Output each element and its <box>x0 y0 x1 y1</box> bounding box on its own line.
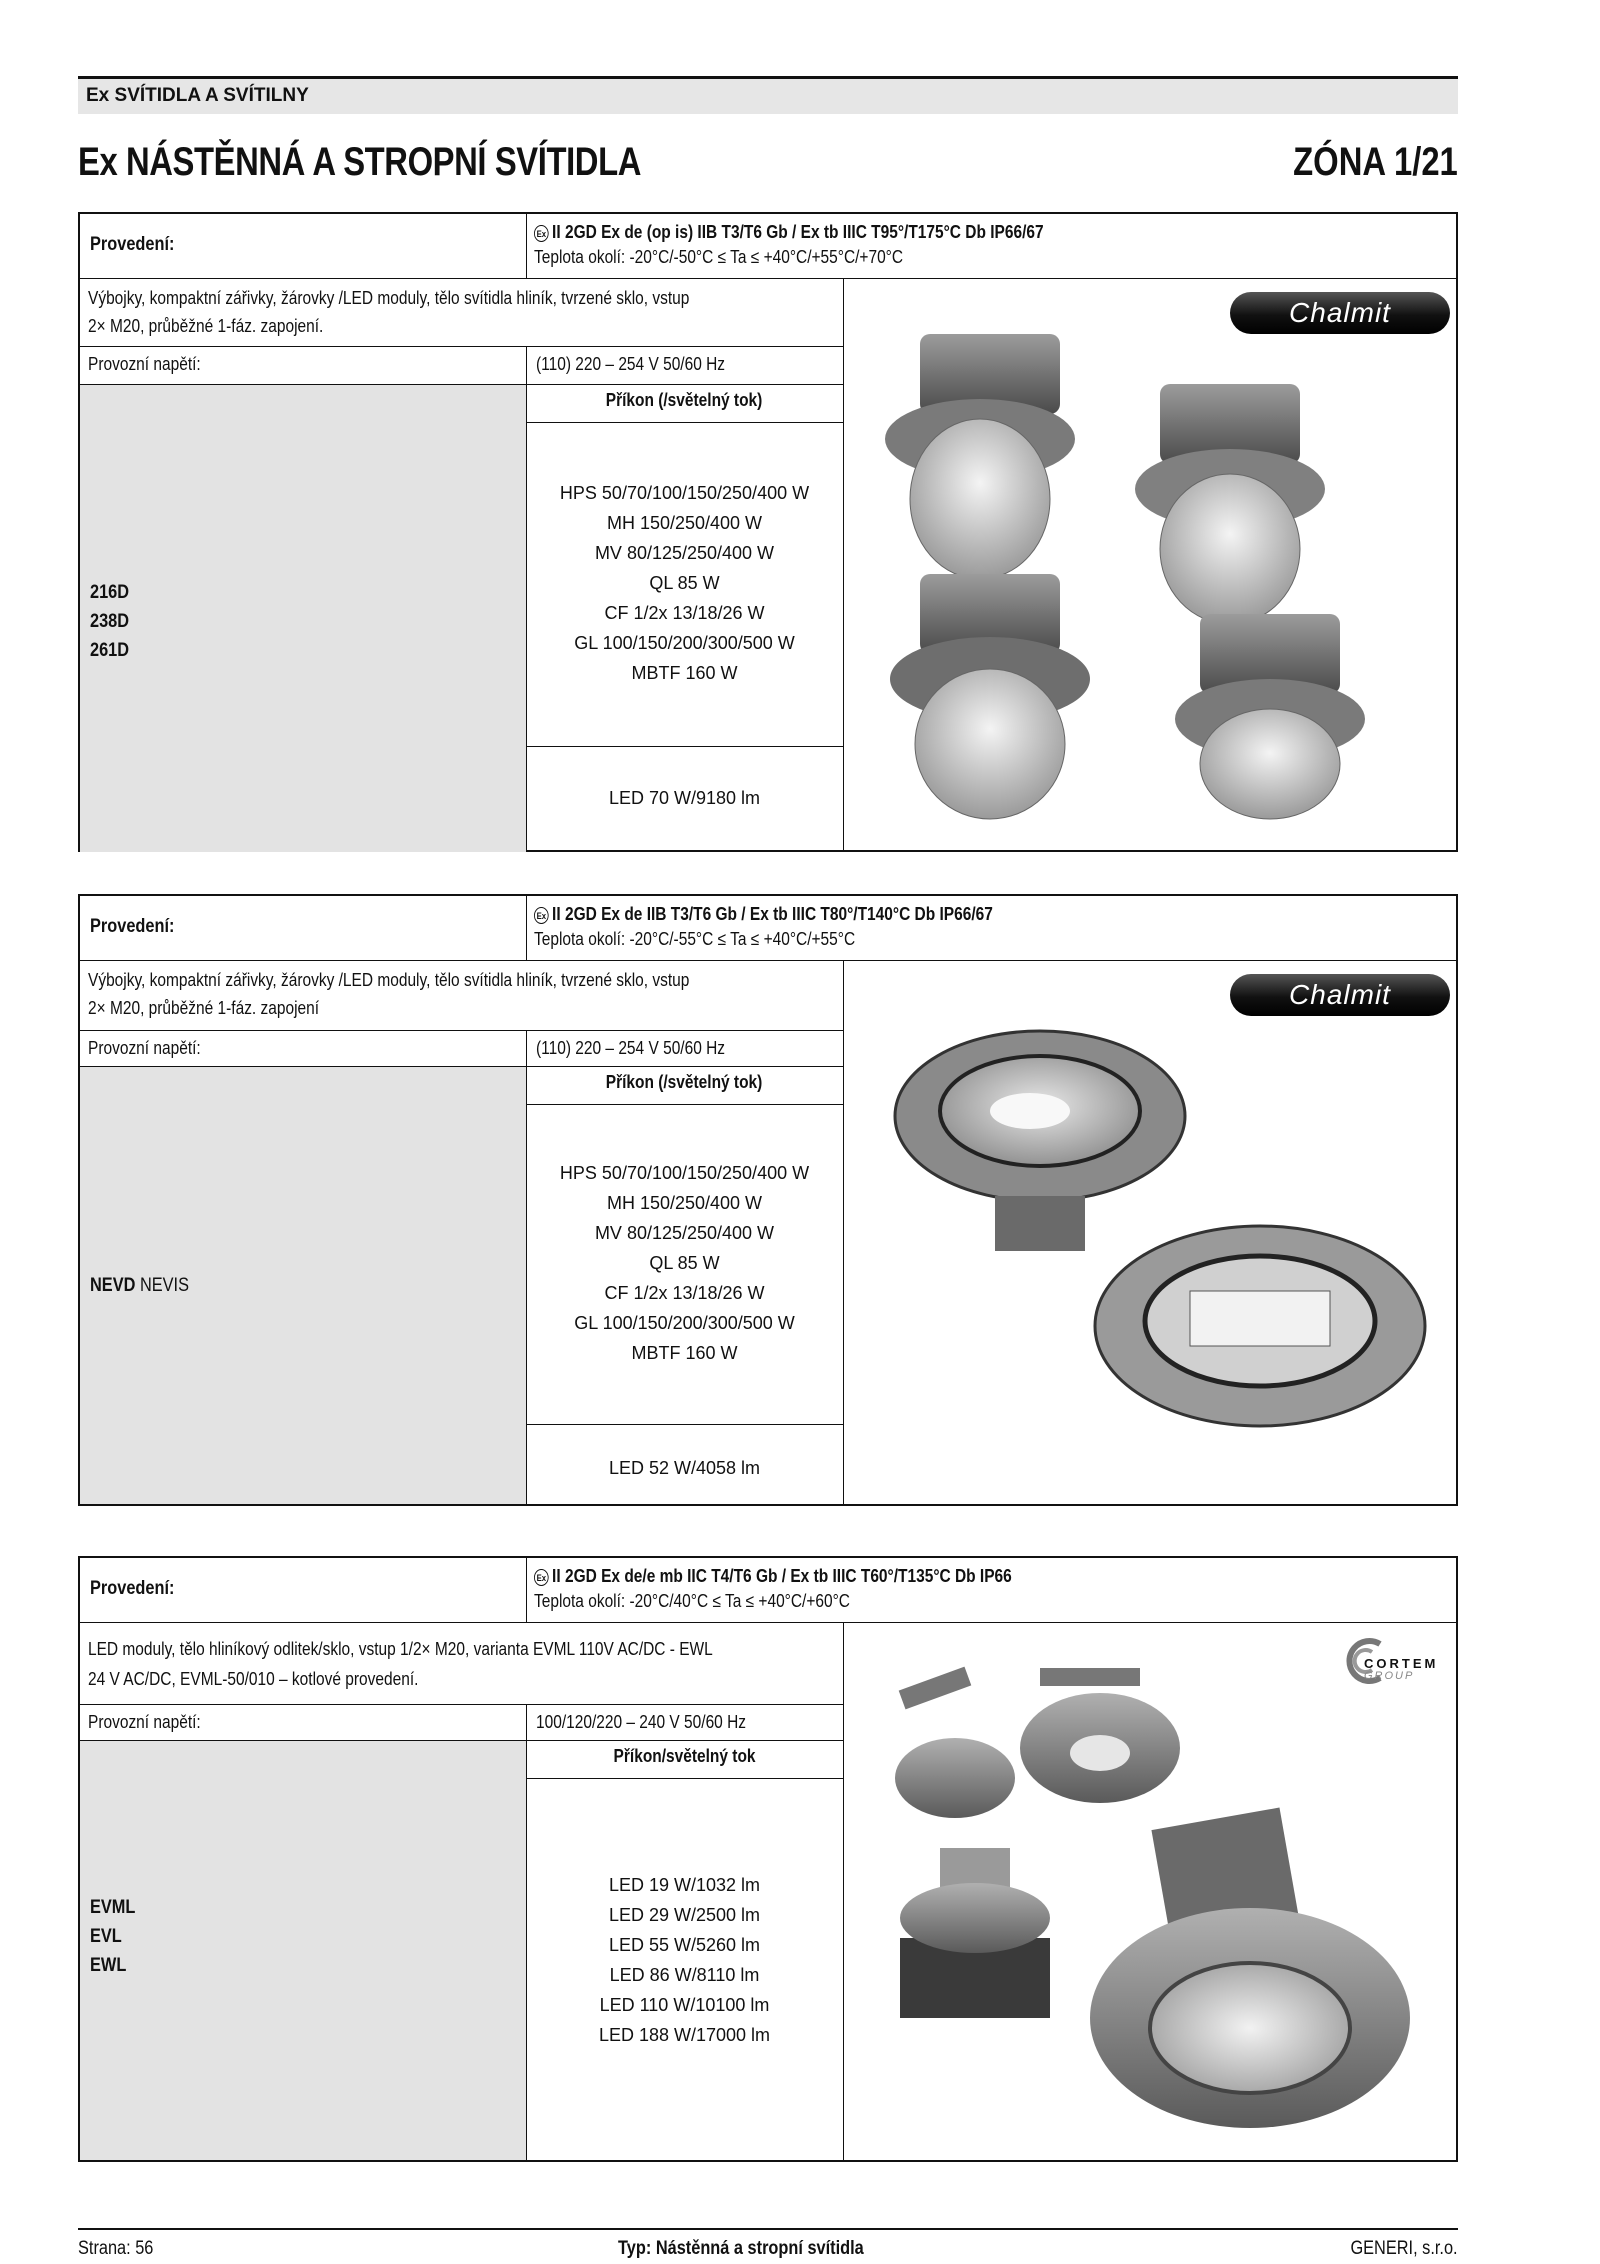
voltage-value: (110) 220 – 254 V 50/60 Hz <box>536 1038 726 1058</box>
description-line-1: Výbojky, kompaktní zářivky, žárovky /LED moduly, tělo svítidla hliník, tvrzené sklo, vstup <box>88 288 690 308</box>
power-line: MBTF 160 W <box>631 663 738 683</box>
section-header: Ex SVÍTIDLA A SVÍTILNY <box>78 76 1458 114</box>
ex-symbol-icon: Ex <box>534 907 549 924</box>
power-line: HPS 50/70/100/150/250/400 W <box>559 1163 810 1183</box>
power-header: Příkon (/světelný tok) <box>606 1072 763 1092</box>
power-line: MBTF 160 W <box>631 1343 738 1363</box>
power-line: LED 110 W/10100 lm <box>599 1995 770 2015</box>
power-line: CF 1/2x 13/18/26 W <box>604 1283 765 1303</box>
luminaire-photo <box>870 314 1430 834</box>
description-line-2: 2× M20, průběžné 1-fáz. zapojení. <box>88 316 324 336</box>
power-header: Příkon/světelný tok <box>613 1746 756 1766</box>
footer-type: Typ: Nástěnná a stropní svítidla <box>618 2238 864 2259</box>
power-line: QL 85 W <box>649 1253 720 1273</box>
ambient-temperature: Teplota okolí: -20°C/40°C ≤ Ta ≤ +40°C/+60°C <box>534 1591 850 1611</box>
title-row <box>78 140 1458 200</box>
power-list <box>526 478 843 688</box>
voltage-label: Provozní napětí: <box>88 354 201 374</box>
luminaire-photo <box>890 1026 1430 1486</box>
power-line: LED 188 W/17000 lm <box>598 2025 771 2045</box>
ambient-temperature: Teplota okolí: -20°C/-55°C ≤ Ta ≤ +40°C/+55°C <box>534 929 856 949</box>
product-block-2 <box>78 894 1458 1506</box>
zone-label: ZÓNA 1/21 <box>1293 140 1458 184</box>
voltage-value: (110) 220 – 254 V 50/60 Hz <box>536 354 726 374</box>
voltage-label: Provozní napětí: <box>88 1038 201 1058</box>
page-title: Ex NÁSTĚNNÁ A STROPNÍ SVÍTIDLA <box>78 140 641 184</box>
model-column <box>80 385 526 852</box>
luminaire-photo <box>860 1658 1440 2138</box>
description-line-2: 2× M20, průběžné 1-fáz. zapojení <box>88 998 320 1018</box>
power-line: LED 86 W/8110 lm <box>609 1965 760 1985</box>
ex-marking: Ex II 2GD Ex de IIB T3/T6 Gb / Ex tb IIIC T80°/T140°C Db IP66/67 <box>534 902 993 927</box>
chalmit-logo: Chalmit <box>1230 292 1450 334</box>
model-code: 216D <box>90 582 130 603</box>
description-line-1: LED moduly, tělo hliníkový odlitek/sklo, vstup 1/2× M20, varianta EVML 110V AC/DC - EWL <box>88 1639 713 1659</box>
model-column <box>80 1067 526 1504</box>
footer-company: GENERI, s.r.o. <box>1350 2238 1458 2259</box>
voltage-label: Provozní napětí: <box>88 1712 201 1732</box>
ex-symbol-icon: Ex <box>534 1569 549 1586</box>
power-line: LED 55 W/5260 lm <box>608 1935 761 1955</box>
model-name: NEVIS <box>135 1275 189 1296</box>
model-code: EWL <box>90 1955 127 1976</box>
power-list <box>526 1158 843 1368</box>
model-code: EVML <box>90 1897 136 1918</box>
model-code: 238D <box>90 611 130 632</box>
page-number: Strana: 56 <box>78 2238 154 2259</box>
model-code: NEVD <box>90 1275 136 1296</box>
led-line: LED 52 W/4058 lm <box>608 1458 761 1478</box>
power-list <box>526 1870 843 2050</box>
ex-marking: Ex II 2GD Ex de (op is) IIB T3/T6 Gb / Ex tb IIIC T95°/T175°C Db IP66/67 <box>534 220 1044 245</box>
description-line-2: 24 V AC/DC, EVML-50/010 – kotlové provedení. <box>88 1669 419 1689</box>
ex-symbol-icon: Ex <box>534 225 549 242</box>
power-line: GL 100/150/200/300/500 W <box>574 1313 795 1333</box>
provedeni-label: Provedení: <box>90 1578 175 1599</box>
model-column <box>80 1741 526 2160</box>
power-line: QL 85 W <box>649 573 720 593</box>
model-code: EVL <box>90 1926 122 1947</box>
page-footer <box>78 2228 1458 2260</box>
provedeni-label: Provedení: <box>90 916 175 937</box>
power-line: LED 19 W/1032 lm <box>608 1875 761 1895</box>
power-line: LED 29 W/2500 lm <box>608 1905 761 1925</box>
power-header: Příkon (/světelný tok) <box>606 390 763 410</box>
power-line: MV 80/125/250/400 W <box>594 543 775 563</box>
chalmit-logo: Chalmit <box>1230 974 1450 1016</box>
power-line: GL 100/150/200/300/500 W <box>574 633 795 653</box>
ex-marking: Ex II 2GD Ex de/e mb IIC T4/T6 Gb / Ex tb IIIC T60°/T135°C Db IP66 <box>534 1564 1012 1589</box>
power-line: MV 80/125/250/400 W <box>594 1223 775 1243</box>
voltage-value: 100/120/220 – 240 V 50/60 Hz <box>536 1712 747 1732</box>
power-line: CF 1/2x 13/18/26 W <box>604 603 765 623</box>
power-line: MH 150/250/400 W <box>606 513 763 533</box>
power-line: MH 150/250/400 W <box>606 1193 763 1213</box>
cortem-logo: CORTEM GROUP <box>1342 1636 1442 1692</box>
model-code: 261D <box>90 640 130 661</box>
ambient-temperature: Teplota okolí: -20°C/-50°C ≤ Ta ≤ +40°C/+55°C/+70°C <box>534 247 904 267</box>
product-block-1 <box>78 212 1458 852</box>
led-line: LED 70 W/9180 lm <box>608 788 761 808</box>
description-line-1: Výbojky, kompaktní zářivky, žárovky /LED moduly, tělo svítidla hliník, tvrzené sklo, vstup <box>88 970 690 990</box>
provedeni-label: Provedení: <box>90 234 175 255</box>
power-line: HPS 50/70/100/150/250/400 W <box>559 483 810 503</box>
product-block-3 <box>78 1556 1458 2162</box>
